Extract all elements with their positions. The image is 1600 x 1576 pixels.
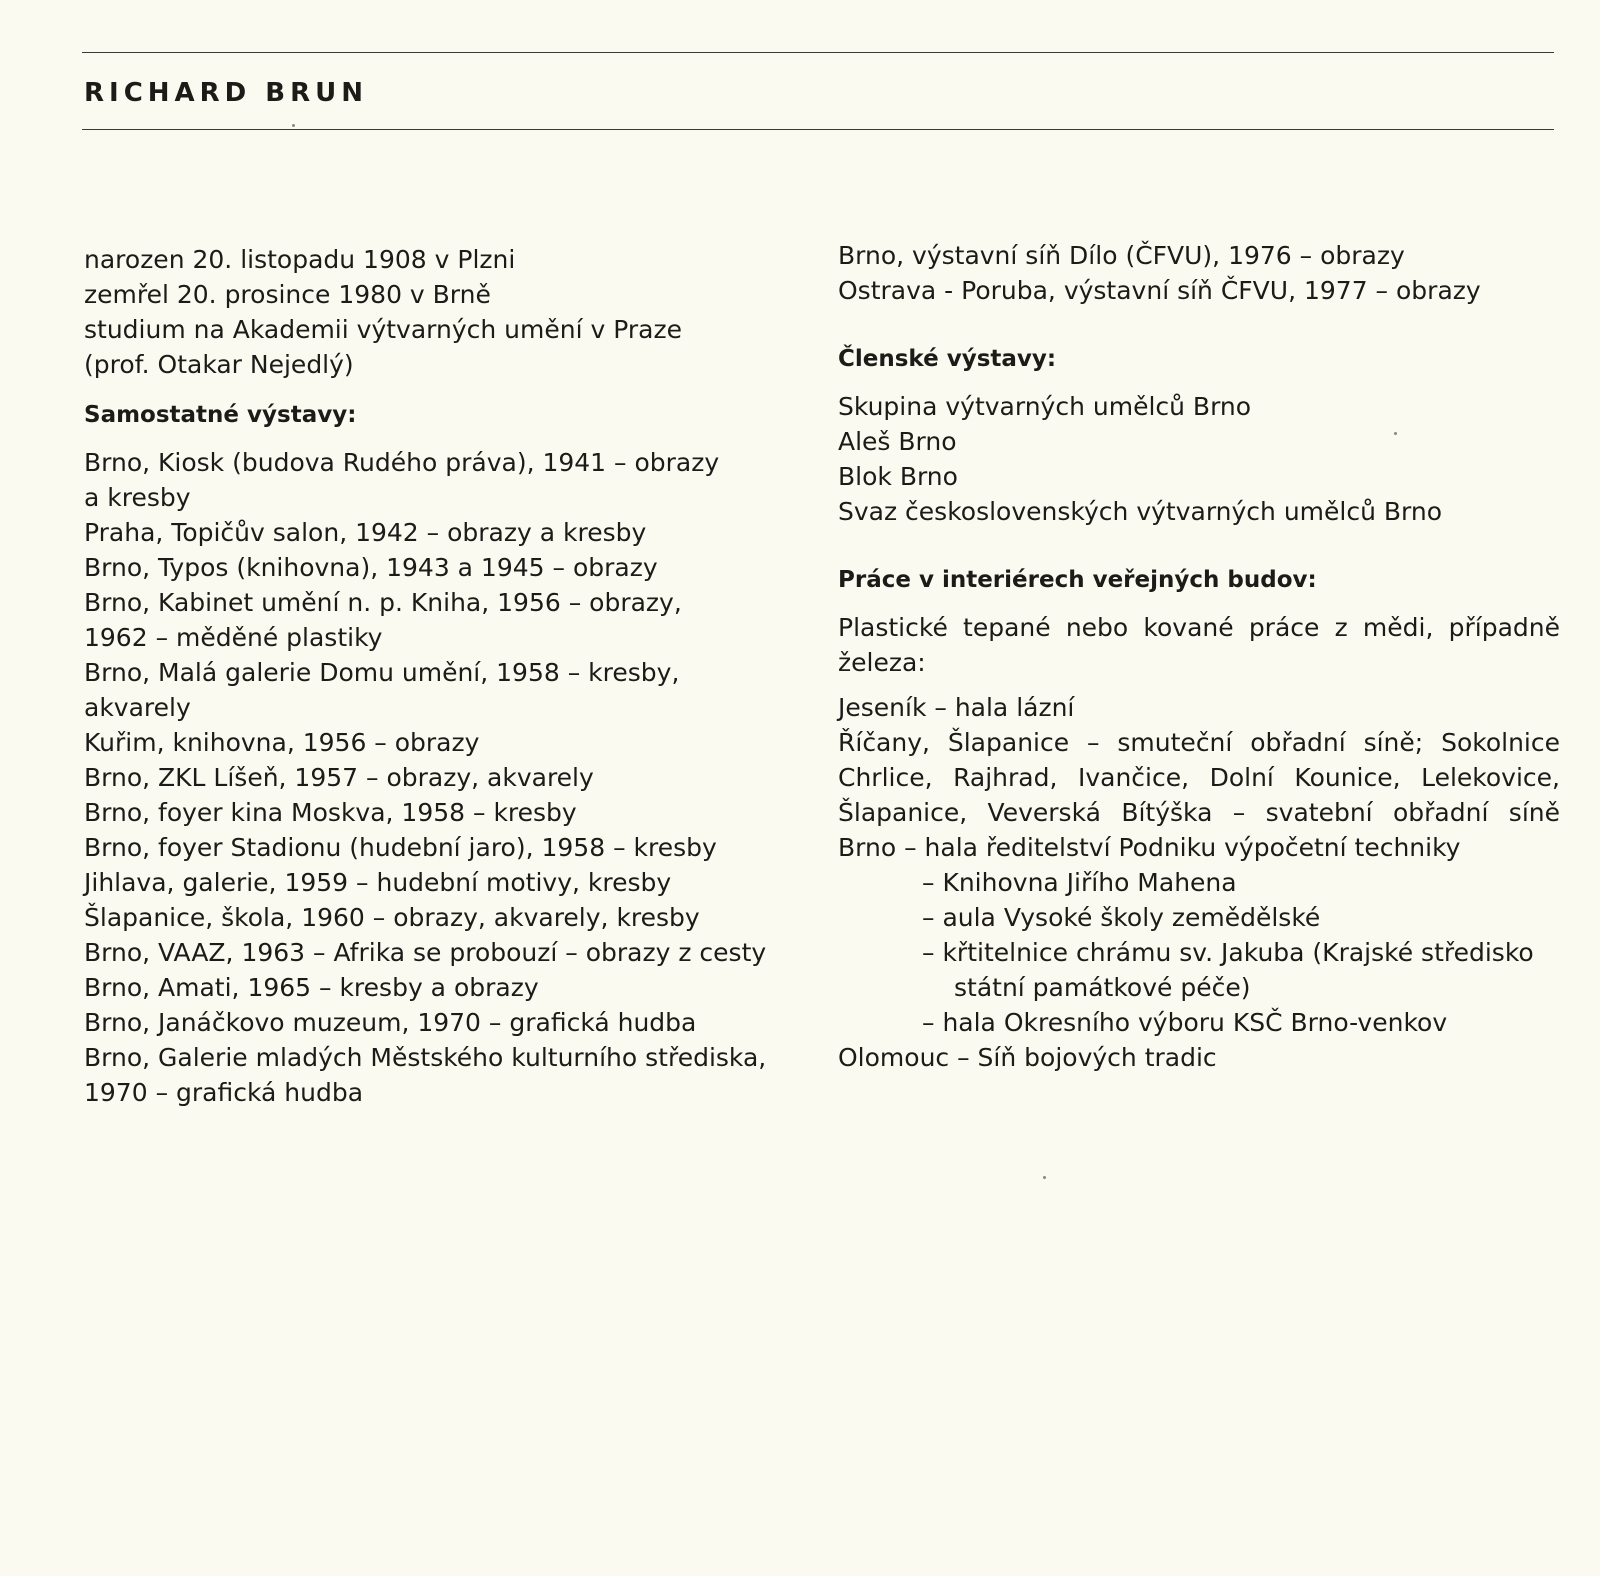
spacer <box>838 308 1560 326</box>
interiors-intro: Plastické tepané nebo kované práce z mědi, případně <box>838 613 1560 642</box>
bio-died: zemřel 20. prosince 1980 v Brně <box>84 280 491 309</box>
entry-line: Brno, Janáčkovo muzeum, 1970 – grafická hudba <box>84 1008 697 1037</box>
spacer <box>838 680 1560 690</box>
spacer <box>838 529 1560 547</box>
header-rule-top <box>82 52 1554 53</box>
list-item: Chrlice, Rajhrad, Ivančice, Dolní Kounice, Lelekovice, <box>838 763 1560 792</box>
entry-line: Kuřim, knihovna, 1956 – obrazy <box>84 728 480 757</box>
left-column <box>84 242 824 1110</box>
right-column <box>838 238 1560 1075</box>
list-item: – hala Okresního výboru KSČ Brno-venkov <box>922 1008 1448 1037</box>
entry-line: Brno, Amati, 1965 – kresby a obrazy <box>84 973 539 1002</box>
entry-line: akvarely <box>84 693 191 722</box>
list-item <box>84 795 824 830</box>
list-item <box>84 1005 824 1040</box>
list-item: Svaz československých výtvarných umělců Brno <box>838 497 1443 526</box>
list-item: Brno – hala ředitelství Podniku výpočetní techniky <box>838 833 1461 862</box>
entry-line: Brno, VAAZ, 1963 – Afrika se probouzí – obrazy z cesty <box>84 938 767 967</box>
interiors-heading: Práce v interiérech veřejných budov: <box>838 567 1317 593</box>
list-item: Aleš Brno <box>838 427 957 456</box>
list-item <box>84 1040 824 1110</box>
entry-line: 1962 – měděné plastiky <box>84 623 383 652</box>
list-item: Skupina výtvarných umělců Brno <box>838 392 1252 421</box>
entry-line: Praha, Topičův salon, 1942 – obrazy a kresby <box>84 518 647 547</box>
bio-born: narozen 20. listopadu 1908 v Plzni <box>84 245 516 274</box>
list-item <box>84 900 824 935</box>
list-item: – Knihovna Jiřího Mahena <box>922 868 1237 897</box>
entry-line: Šlapanice, škola, 1960 – obrazy, akvarely, kresby <box>84 903 700 932</box>
member-exhibitions-list <box>838 389 1560 529</box>
list-item: – křtitelnice chrámu sv. Jakuba (Krajské středisko <box>922 938 1534 967</box>
entry-line: 1970 – grafická hudba <box>84 1078 364 1107</box>
list-item <box>84 585 824 655</box>
solo-exhibition-continued: Ostrava - Poruba, výstavní síň ČFVU, 1977 – obrazy <box>838 276 1481 305</box>
list-item <box>84 830 824 865</box>
solo-exhibitions-heading: Samostatné výstavy: <box>84 402 357 428</box>
list-item: Říčany, Šlapanice – smuteční obřadní síně; Sokolnice <box>838 728 1560 757</box>
interiors-list <box>838 610 1560 1075</box>
entry-line: Brno, ZKL Líšeň, 1957 – obrazy, akvarely <box>84 763 594 792</box>
list-item <box>84 445 824 515</box>
entry-line: Brno, foyer kina Moskva, 1958 – kresby <box>84 798 577 827</box>
entry-line: Brno, Kabinet umění n. p. Kniha, 1956 – obrazy, <box>84 588 682 617</box>
entry-line: Jihlava, galerie, 1959 – hudební motivy, kresby <box>84 868 672 897</box>
list-item <box>84 515 824 550</box>
bio-study: studium na Akademii výtvarných umění v Praze <box>84 315 682 344</box>
list-item: Olomouc – Síň bojových tradic <box>838 1043 1217 1072</box>
entry-line: Brno, foyer Stadionu (hudební jaro), 1958 – kresby <box>84 833 717 862</box>
entry-line: Brno, Typos (knihovna), 1943 a 1945 – obrazy <box>84 553 658 582</box>
entry-line: Brno, Kiosk (budova Rudého práva), 1941 – obrazy <box>84 448 720 477</box>
list-item <box>84 725 824 760</box>
paper-speck <box>1394 432 1397 435</box>
entry-line: Brno, Galerie mladých Městského kulturního střediska, <box>84 1043 767 1072</box>
header-rule-bottom <box>82 129 1554 130</box>
list-item-cont: státní památkové péče) <box>954 973 1251 1002</box>
solo-exhibition-continued: Brno, výstavní síň Dílo (ČFVU), 1976 – obrazy <box>838 241 1405 270</box>
interiors-intro-cont: železa: <box>838 648 926 677</box>
list-item <box>84 550 824 585</box>
list-item <box>84 655 824 725</box>
list-item: Blok Brno <box>838 462 958 491</box>
solo-exhibitions-list <box>84 445 824 1110</box>
entry-line: a kresby <box>84 483 191 512</box>
list-item: Jeseník – hala lázní <box>838 693 1075 722</box>
paper-speck <box>1043 1176 1046 1179</box>
artist-name: RICHARD BRUN <box>84 78 369 108</box>
list-item <box>84 865 824 900</box>
entry-line: Brno, Malá galerie Domu umění, 1958 – kresby, <box>84 658 680 687</box>
list-item <box>84 970 824 1005</box>
list-item: Šlapanice, Veverská Bítýška – svatební obřadní síně <box>838 798 1560 827</box>
member-exhibitions-heading: Členské výstavy: <box>838 346 1057 372</box>
bio-study-professor: (prof. Otakar Nejedlý) <box>84 350 354 379</box>
list-item <box>84 760 824 795</box>
list-item: – aula Vysoké školy zemědělské <box>922 903 1321 932</box>
list-item <box>84 935 824 970</box>
paper-speck <box>292 124 295 127</box>
